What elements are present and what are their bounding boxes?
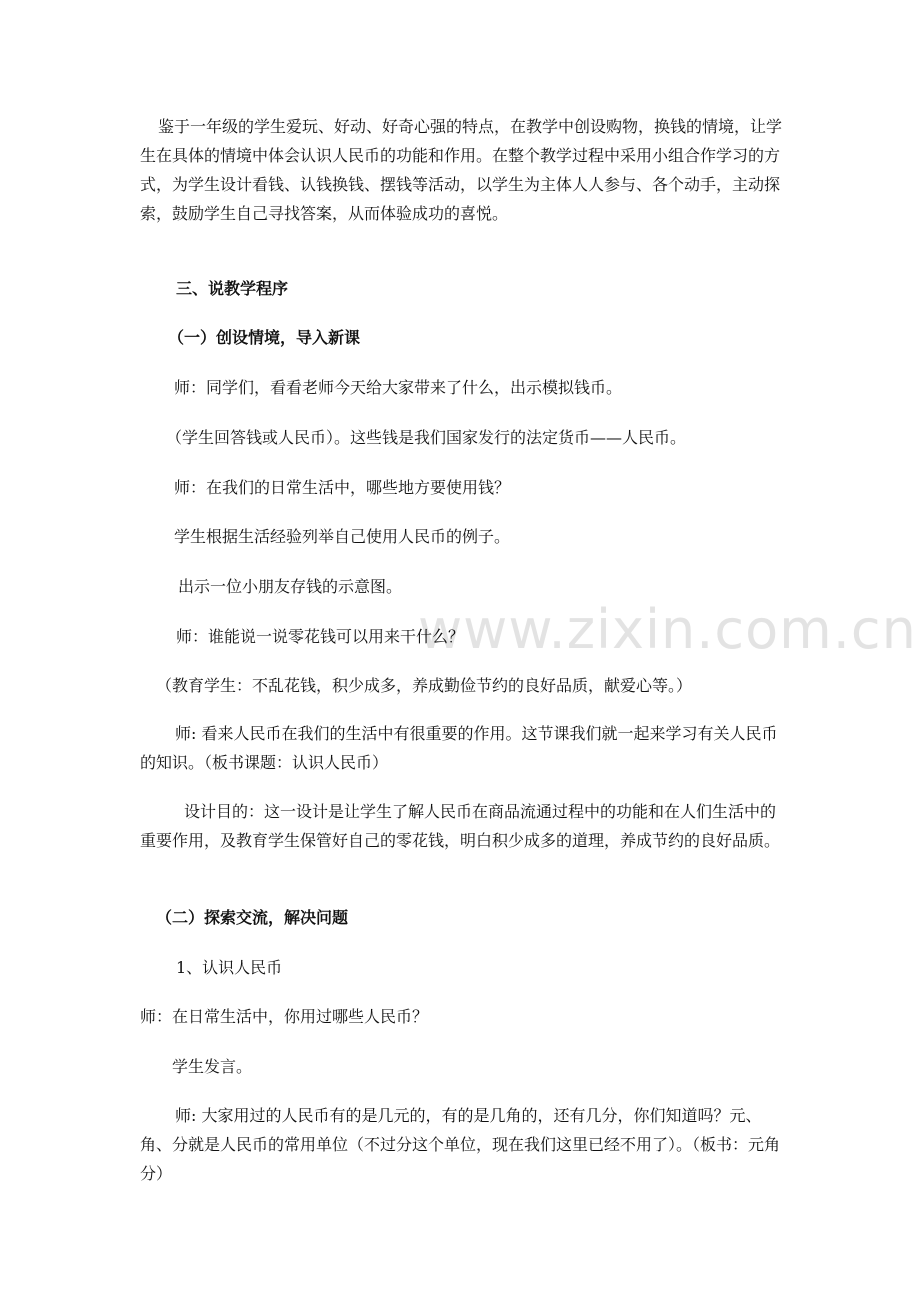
- paragraph-teacher-5: 师：在日常生活中，你用过哪些人民币？: [140, 1007, 429, 1026]
- watermark-text: www.zixin.com.cn: [418, 598, 917, 661]
- paragraph-education: （教育学生：不乱花钱，积少成多，养成勤俭节约的良好品质，献爱心等。）: [156, 676, 693, 695]
- paragraph-design-purpose: 设计目的：这一设计是让学生了解人民币在商品流通过程中的功能和在人们生活中的重要作用，及教育学生保管好自己的零花钱，明白积少成多的道理，养成节约的良好品质。: [140, 802, 781, 850]
- paragraph-teacher-2: 师：在我们的日常生活中，哪些地方要使用钱？: [174, 478, 511, 497]
- paragraph-intro: 鉴于一年级的学生爱玩、好动、好奇心强的特点，在教学中创设购物，换钱的情境，让学生在具体的情境中体会认识人民币的功能和作用。在整个教学过程中采用小组合作学习的方式，为学生设计看钱、认钱换钱、摆钱等活动，以学生为主体人人参与、各个动手，主动探索，鼓励学生自己寻找答案，从而体验成功的喜悦。: [140, 117, 783, 223]
- section-heading-3: 三、说教学程序: [176, 279, 289, 298]
- paragraph-show-picture: 出示一位小朋友存钱的示意图。: [178, 577, 403, 596]
- subsection-heading-1: （一）创设情境，导入新课: [168, 328, 361, 347]
- paragraph-student-speak: 学生发言。: [172, 1057, 253, 1076]
- paragraph-teacher-4: 师: 看来人民币在我们的生活中有很重要的作用。这节课我们就一起来学习有关人民币的知识。（板书课题：认识人民币）: [140, 724, 778, 772]
- paragraph-item-1: 1、认识人民币: [176, 958, 283, 977]
- paragraph-teacher-6: 师: 大家用过的人民币有的是几元的，有的是几角的，还有几分，你们知道吗？元、角、分就是人民币的常用单位（不过分这个单位，现在我们这里已经不用了）。（板书：元角分）: [140, 1106, 781, 1183]
- subsection-heading-2: （二）探索交流，解决问题: [156, 908, 349, 927]
- paragraph-student-examples: 学生根据生活经验列举自己使用人民币的例子。: [174, 527, 511, 546]
- paragraph-teacher-3: 师：谁能说一说零花钱可以用来干什么？: [176, 627, 465, 646]
- paragraph-teacher-1: 师：同学们，看看老师今天给大家带来了什么，出示模拟钱币。: [174, 378, 623, 397]
- paragraph-student-answer: （学生回答钱或人民币）。这些钱是我们国家发行的法定货币——人民币。: [166, 428, 687, 447]
